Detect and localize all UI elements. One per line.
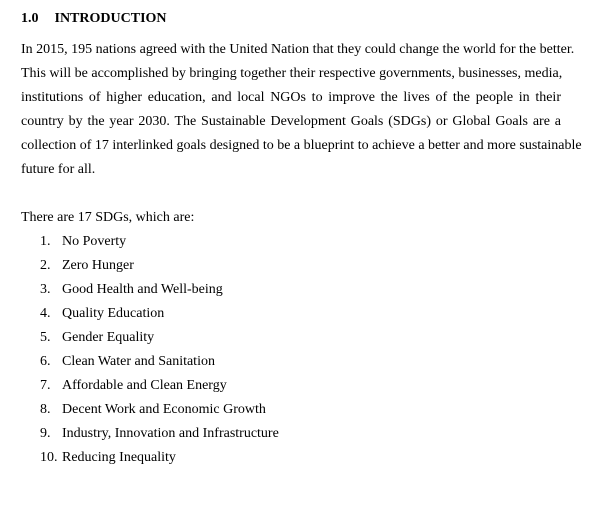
list-item-text: Quality Education <box>62 306 165 321</box>
paragraph-line: future for all. <box>21 162 96 177</box>
list-item-text: Zero Hunger <box>62 258 134 273</box>
list-item-number: 2. <box>40 258 51 273</box>
list-item-number: 1. <box>40 234 51 249</box>
section-number: 1.0 <box>21 11 39 26</box>
intro-paragraph <box>21 38 582 182</box>
list-item-number: 4. <box>40 306 51 321</box>
paragraph-line: collection of 17 interlinked goals designed to be a blueprint to achieve a better and more sustainable <box>21 138 582 153</box>
list-item <box>40 446 279 470</box>
list-item <box>40 254 279 278</box>
list-item-text: Reducing Inequality <box>62 450 176 465</box>
list-item-number: 7. <box>40 378 51 393</box>
list-item-text: Decent Work and Economic Growth <box>62 402 266 417</box>
section-title: INTRODUCTION <box>54 11 167 26</box>
list-item <box>40 302 279 326</box>
list-item <box>40 230 279 254</box>
list-item-text: Clean Water and Sanitation <box>62 354 215 369</box>
list-item <box>40 374 279 398</box>
paragraph-line: This will be accomplished by bringing together their respective governments, businesses, media, <box>21 66 563 81</box>
list-item-number: 9. <box>40 426 51 441</box>
list-item-text: Good Health and Well-being <box>62 282 223 297</box>
paragraph-line: institutions of higher education, and local NGOs to improve the lives of the people in their <box>21 90 561 105</box>
paragraph-line: In 2015, 195 nations agreed with the United Nation that they could change the world for the better. <box>21 42 575 57</box>
list-item-text: Affordable and Clean Energy <box>62 378 227 393</box>
list-item-text: No Poverty <box>62 234 127 249</box>
sdg-intro-text: There are 17 SDGs, which are: <box>21 210 195 225</box>
list-item-number: 10. <box>40 450 58 465</box>
list-item-number: 8. <box>40 402 51 417</box>
list-item <box>40 398 279 422</box>
list-item-text: Industry, Innovation and Infrastructure <box>62 426 279 441</box>
list-item-text: Gender Equality <box>62 330 155 345</box>
section-heading <box>21 11 167 27</box>
list-item <box>40 326 279 350</box>
list-item-number: 3. <box>40 282 51 297</box>
list-item-number: 5. <box>40 330 51 345</box>
list-item <box>40 278 279 302</box>
list-item <box>40 350 279 374</box>
sdg-list <box>40 230 279 470</box>
list-item <box>40 422 279 446</box>
list-item-number: 6. <box>40 354 51 369</box>
paragraph-line: country by the year 2030. The Sustainable Development Goals (SDGs) or Global Goals are a <box>21 114 561 129</box>
